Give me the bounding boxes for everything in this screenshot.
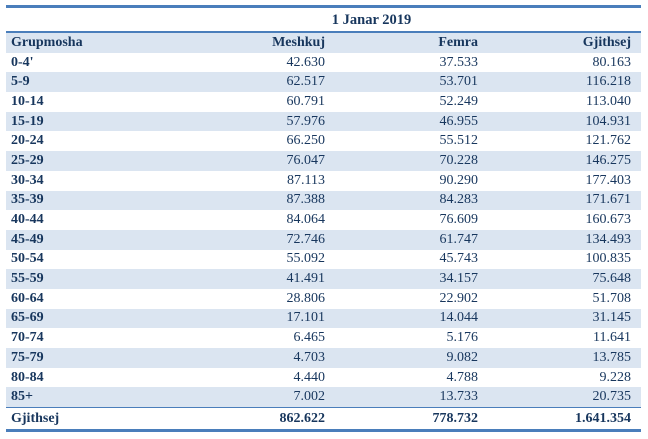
table-row <box>6 72 641 92</box>
table-row <box>6 289 641 309</box>
age-group-cell: 10-14 <box>11 93 44 109</box>
grand-total-cell: 1.641.354 <box>488 408 641 430</box>
total-cell: 75.648 <box>592 271 631 287</box>
total-cell: 13.785 <box>592 349 631 365</box>
males-cell: 7.002 <box>293 389 325 405</box>
table-row <box>6 151 641 171</box>
males-cell: 87.113 <box>287 172 325 188</box>
total-females-cell: 778.732 <box>335 408 488 430</box>
males-cell: 55.092 <box>286 251 325 267</box>
males-cell: 6.465 <box>293 330 325 346</box>
total-cell: 113.040 <box>586 93 631 109</box>
females-cell: 5.176 <box>446 330 478 346</box>
males-cell: 87.388 <box>286 192 325 208</box>
males-cell: 42.630 <box>286 54 325 70</box>
table-row <box>6 230 641 250</box>
col-header-gjithsej: Gjithsej <box>488 33 641 53</box>
total-cell: 9.228 <box>599 369 631 385</box>
males-cell: 17.101 <box>286 310 325 326</box>
age-group-cell: 35-39 <box>11 192 44 208</box>
table-row <box>6 309 641 329</box>
females-cell: 61.747 <box>439 231 478 247</box>
males-cell: 72.746 <box>286 231 325 247</box>
females-cell: 13.733 <box>439 389 478 405</box>
total-cell: 100.835 <box>585 251 631 267</box>
total-cell: 31.145 <box>592 310 631 326</box>
table-row <box>6 348 641 368</box>
table-row <box>6 250 641 270</box>
age-group-cell: 20-24 <box>11 133 44 149</box>
total-cell: 146.275 <box>585 152 631 168</box>
total-cell: 104.931 <box>585 113 631 129</box>
table-row <box>6 112 641 132</box>
total-cell: 51.708 <box>592 290 631 306</box>
total-cell: 171.671 <box>585 192 631 208</box>
age-group-cell: 25-29 <box>11 152 44 168</box>
total-row <box>6 408 641 430</box>
males-cell: 41.491 <box>286 271 325 287</box>
table-row <box>6 131 641 151</box>
total-cell: 134.493 <box>585 231 631 247</box>
females-cell: 22.902 <box>439 290 478 306</box>
col-header-femra: Femra <box>335 33 488 53</box>
table-row <box>6 328 641 348</box>
table-title: 1 Janar 2019 <box>6 8 641 33</box>
males-cell: 28.806 <box>286 290 325 306</box>
females-cell: 90.290 <box>439 172 478 188</box>
males-cell: 62.517 <box>286 74 325 90</box>
females-cell: 70.228 <box>439 152 478 168</box>
females-cell: 9.082 <box>446 349 478 365</box>
age-group-cell: 65-69 <box>11 310 44 326</box>
population-table <box>6 5 641 432</box>
total-cell: 11.641 <box>593 330 631 346</box>
males-cell: 4.703 <box>293 349 325 365</box>
females-cell: 34.157 <box>439 271 478 287</box>
males-cell: 66.250 <box>286 133 325 149</box>
age-group-cell: 80-84 <box>11 369 44 385</box>
females-cell: 46.955 <box>439 113 478 129</box>
total-cell: 116.218 <box>586 74 631 90</box>
females-cell: 37.533 <box>439 54 478 70</box>
age-group-cell: 5-9 <box>11 74 30 90</box>
table-row <box>6 53 641 73</box>
col-header-grupmosha: Grupmosha <box>6 33 181 53</box>
males-cell: 57.976 <box>286 113 325 129</box>
total-cell: 121.762 <box>585 133 631 149</box>
total-row-label: Gjithsej <box>6 408 181 430</box>
males-cell: 84.064 <box>286 212 325 228</box>
total-cell: 80.163 <box>592 54 631 70</box>
table-row <box>6 171 641 191</box>
age-group-cell: 75-79 <box>11 349 44 365</box>
age-group-cell: 60-64 <box>11 290 44 306</box>
females-cell: 84.283 <box>439 192 478 208</box>
population-table-grid <box>6 33 641 429</box>
age-group-cell: 45-49 <box>11 231 44 247</box>
col-header-meshkuj: Meshkuj <box>181 33 335 53</box>
table-row <box>6 269 641 289</box>
total-males-cell: 862.622 <box>181 408 335 430</box>
total-cell: 160.673 <box>585 212 631 228</box>
females-cell: 55.512 <box>439 133 478 149</box>
table-row <box>6 92 641 112</box>
females-cell: 52.249 <box>439 93 478 109</box>
table-row <box>6 191 641 211</box>
males-cell: 60.791 <box>286 93 325 109</box>
females-cell: 4.788 <box>446 369 478 385</box>
males-cell: 76.047 <box>286 152 325 168</box>
females-cell: 45.743 <box>439 251 478 267</box>
age-group-cell: 30-34 <box>11 172 44 188</box>
age-group-cell: 0-4' <box>11 54 34 70</box>
table-row <box>6 210 641 230</box>
age-group-cell: 50-54 <box>11 251 44 267</box>
age-group-cell: 70-74 <box>11 330 44 346</box>
age-group-cell: 85+ <box>11 389 33 405</box>
table-row <box>6 387 641 407</box>
age-group-cell: 15-19 <box>11 113 44 129</box>
header-row <box>6 33 641 53</box>
total-cell: 177.403 <box>585 172 631 188</box>
males-cell: 4.440 <box>293 369 325 385</box>
females-cell: 76.609 <box>439 212 478 228</box>
table-row <box>6 368 641 388</box>
females-cell: 53.701 <box>439 74 478 90</box>
age-group-cell: 55-59 <box>11 271 44 287</box>
females-cell: 14.044 <box>439 310 478 326</box>
age-group-cell: 40-44 <box>11 212 44 228</box>
total-cell: 20.735 <box>592 389 631 405</box>
